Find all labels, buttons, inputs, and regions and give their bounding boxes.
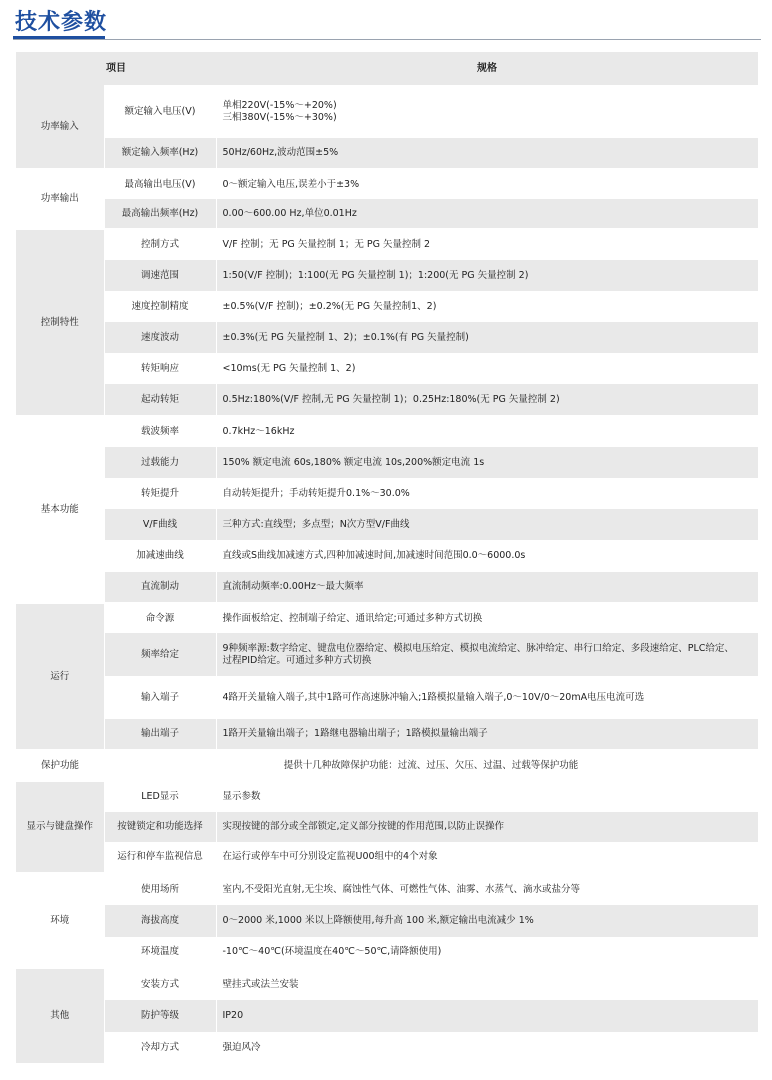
item-cell: 防护等级: [104, 1000, 216, 1032]
item-cell: 输出端子: [104, 719, 216, 750]
spec-line: 1:50(V/F 控制)；1:100(无 PG 矢量控制 1)；1:200(无 PG 矢量控制 2): [222, 269, 529, 281]
spec-cell: [216, 353, 758, 384]
table-row: [16, 873, 758, 905]
table-row: [16, 260, 758, 291]
header-item: 项目: [16, 52, 216, 85]
spec-cell: [216, 229, 758, 260]
table-row: [16, 85, 758, 138]
spec-cell: [216, 447, 758, 478]
spec-cell: [216, 260, 758, 291]
table-row: [16, 750, 758, 781]
table-row: [16, 353, 758, 384]
spec-line: 直流制动频率:0.00Hz～最大频率: [222, 581, 364, 592]
spec-line: IP20: [222, 1010, 244, 1021]
table-row: [16, 138, 758, 169]
table-row: [16, 1032, 758, 1063]
item-cell: 载波频率: [104, 416, 216, 447]
item-cell: 海拔高度: [104, 905, 216, 937]
category-cell: 功率输出: [16, 169, 104, 229]
item-cell: 最高输出电压(V): [104, 169, 216, 199]
spec-cell: [216, 1000, 758, 1032]
item-cell: 直流制动: [104, 572, 216, 603]
spec-cell: [216, 509, 758, 540]
spec-line: 显示参数: [222, 791, 261, 802]
spec-line: 三相380V(-15%～+30%): [222, 111, 337, 123]
spec-line: 操作面板给定、控制端子给定、通讯给定;可通过多种方式切换: [222, 612, 483, 624]
category-cell: 功率输入: [16, 85, 104, 169]
table-row: [16, 572, 758, 603]
spec-line: 强迫风冷: [222, 1041, 261, 1053]
item-cell: 转矩提升: [104, 478, 216, 509]
item-cell: 冷却方式: [104, 1032, 216, 1063]
spec-line: 过程PID给定。可通过多种方式切换: [222, 654, 372, 666]
category-cell: 环境: [16, 873, 104, 968]
spec-line: 9种频率源:数字给定、键盘电位器给定、模拟电压给定、模拟电流给定、脉冲给定、串行口给定、多段速给定、PLC给定、: [222, 642, 734, 654]
spec-line: ±0.3%(无 PG 矢量控制 1、2)；±0.1%(有 PG 矢量控制): [222, 331, 469, 343]
spec-cell: [216, 169, 758, 199]
item-cell: LED显示: [104, 781, 216, 812]
spec-line: ±0.5%(V/F 控制)；±0.2%(无 PG 矢量控制1、2): [222, 300, 437, 312]
spec-line: 在运行或停车中可分别设定监视U00组中的4个对象: [222, 851, 438, 862]
table-row: [16, 633, 758, 676]
item-cell: 使用场所: [104, 873, 216, 905]
item-cell: 额定输入频率(Hz): [104, 138, 216, 169]
table-row: [16, 509, 758, 540]
item-cell: 安装方式: [104, 968, 216, 1000]
item-cell: 输入端子: [104, 676, 216, 719]
page-header: [13, 8, 761, 42]
spec-line: 三种方式:直线型；多点型；N次方型V/F曲线: [222, 518, 410, 530]
spec-table: [16, 52, 758, 1063]
spec-cell: [216, 322, 758, 353]
item-cell: 速度波动: [104, 322, 216, 353]
item-cell: 转矩响应: [104, 353, 216, 384]
spec-line: 0.7kHz～16kHz: [222, 426, 295, 437]
table-row: [16, 229, 758, 260]
spec-cell: 提供十几种故障保护功能：过流、过压、欠压、过温、过载等保护功能: [104, 750, 758, 781]
spec-cell: [216, 416, 758, 447]
table-row: [16, 905, 758, 937]
spec-line: 0.5Hz:180%(V/F 控制,无 PG 矢量控制 1)；0.25Hz:180%(无 PG 矢量控制 2): [222, 393, 560, 405]
table-row: [16, 199, 758, 229]
spec-cell: [216, 603, 758, 633]
table-row: [16, 603, 758, 633]
spec-cell: [216, 812, 758, 842]
table-row: [16, 291, 758, 322]
category-cell: 显示与键盘操作: [16, 781, 104, 873]
spec-line: -10℃～40℃(环境温度在40℃～50℃,请降额使用): [222, 946, 442, 957]
item-cell: 命令源: [104, 603, 216, 633]
spec-cell: [216, 873, 758, 905]
spec-cell: [216, 937, 758, 968]
item-cell: 起动转矩: [104, 384, 216, 416]
table-row: [16, 719, 758, 750]
table-row: [16, 676, 758, 719]
spec-cell: [216, 138, 758, 169]
item-cell: 频率给定: [104, 633, 216, 676]
category-cell: 控制特性: [16, 229, 104, 416]
category-cell: 保护功能: [16, 750, 104, 781]
spec-cell: [216, 199, 758, 229]
item-cell: 过载能力: [104, 447, 216, 478]
spec-line: 自动转矩提升；手动转矩提升0.1%～30.0%: [222, 487, 410, 499]
spec-line: 单相220V(-15%～+20%): [222, 99, 337, 111]
spec-cell: [216, 905, 758, 937]
spec-cell: [216, 633, 758, 676]
spec-cell: [216, 572, 758, 603]
spec-line: 4路开关量输入端子,其中1路可作高速脉冲输入;1路模拟量输入端子,0～10V/0～20mA电压电流可选: [222, 691, 645, 703]
table-row: [16, 478, 758, 509]
page-title: 技术参数: [15, 10, 108, 35]
item-cell: V/F曲线: [104, 509, 216, 540]
table-row: [16, 322, 758, 353]
table-row: [16, 384, 758, 416]
spec-cell: [216, 85, 758, 138]
spec-line: 壁挂式或法兰安装: [222, 978, 299, 990]
spec-line: 室内,不受阳光直射,无尘埃、腐蚀性气体、可燃性气体、油雾、水蒸气、滴水或盐分等: [222, 883, 581, 895]
spec-line: 0～额定输入电压,误差小于±3%: [222, 178, 360, 190]
table-row: [16, 416, 758, 447]
table-header-row: [16, 52, 758, 85]
spec-line: 实现按键的部分或全部锁定,定义部分按键的作用范围,以防止误操作: [222, 821, 505, 832]
table-row: [16, 540, 758, 572]
spec-cell: [216, 719, 758, 750]
spec-line: 1路开关量输出端子；1路继电器输出端子；1路模拟量输出端子: [222, 728, 488, 739]
item-cell: 调速范围: [104, 260, 216, 291]
category-cell: 基本功能: [16, 416, 104, 603]
table-row: [16, 1000, 758, 1032]
item-cell: 最高输出频率(Hz): [104, 199, 216, 229]
item-cell: 加减速曲线: [104, 540, 216, 572]
spec-cell: [216, 384, 758, 416]
table-row: [16, 937, 758, 968]
category-cell: 运行: [16, 603, 104, 750]
item-cell: 运行和停车监视信息: [104, 842, 216, 873]
spec-line: 0～2000 米,1000 米以上降额使用,每升高 100 米,额定输出电流减少 1%: [222, 915, 534, 926]
table-row: [16, 968, 758, 1000]
spec-line: 150% 额定电流 60s,180% 额定电流 10s,200%额定电流 1s: [222, 456, 485, 468]
spec-cell: [216, 781, 758, 812]
spec-cell: [216, 291, 758, 322]
spec-line: V/F 控制；无 PG 矢量控制 1；无 PG 矢量控制 2: [222, 239, 431, 250]
title-divider: [13, 39, 761, 40]
spec-cell: [216, 842, 758, 873]
header-spec: 规格: [216, 52, 758, 85]
spec-line: 50Hz/60Hz,波动范围±5%: [222, 147, 339, 158]
category-cell: 其他: [16, 968, 104, 1063]
spec-cell: [216, 968, 758, 1000]
table-row: [16, 447, 758, 478]
item-cell: 速度控制精度: [104, 291, 216, 322]
spec-cell: [216, 676, 758, 719]
spec-cell: [216, 1032, 758, 1063]
spec-cell: [216, 540, 758, 572]
spec-line: 0.00～600.00 Hz,单位0.01Hz: [222, 207, 357, 219]
spec-line: 直线或S曲线加减速方式,四种加减速时间,加减速时间范围0.0～6000.0s: [222, 550, 526, 561]
table-row: [16, 812, 758, 842]
table-row: [16, 781, 758, 812]
spec-line: <10ms(无 PG 矢量控制 1、2): [222, 362, 356, 374]
table-row: [16, 169, 758, 199]
item-cell: 环境温度: [104, 937, 216, 968]
spec-cell: [216, 478, 758, 509]
item-cell: 按键锁定和功能选择: [104, 812, 216, 842]
item-cell: 额定输入电压(V): [104, 85, 216, 138]
table-row: [16, 842, 758, 873]
item-cell: 控制方式: [104, 229, 216, 260]
